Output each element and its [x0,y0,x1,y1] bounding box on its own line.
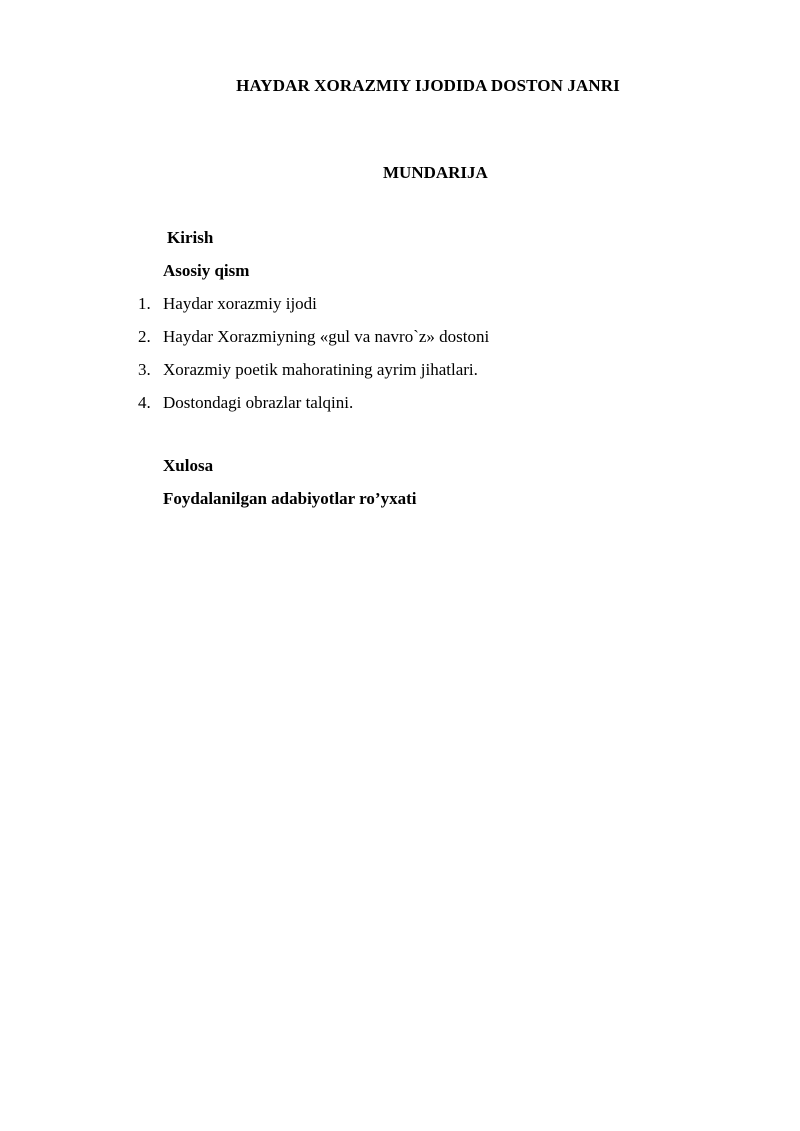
toc-conclusion: Xulosa [163,456,214,475]
toc-references: Foydalanilgan adabiyotlar ro’yxati [163,489,417,508]
toc-chapter-number: 1. [138,294,151,313]
toc-chapter-text: Haydar xorazmiy ijodi [163,294,317,313]
toc-chapter-number: 4. [138,393,151,412]
toc-chapter-number: 3. [138,360,151,379]
toc-main-part: Asosiy qism [163,261,250,280]
toc-chapter-number: 2. [138,327,151,346]
toc-heading: MUNDARIJA [383,163,488,182]
toc-chapter-text: Xorazmiy poetik mahoratining ayrim jihatlari. [163,360,478,379]
toc-chapter-text: Dostondagi obrazlar talqini. [163,393,354,412]
document-title [0,76,800,96]
toc-chapter-text: Haydar Xorazmiyning «gul va navro`z» dostoni [163,327,490,346]
toc-introduction: Kirish [167,228,214,247]
document-title-text: HAYDAR XORAZMIY IJODIDA DOSTON JANRI [236,76,620,95]
